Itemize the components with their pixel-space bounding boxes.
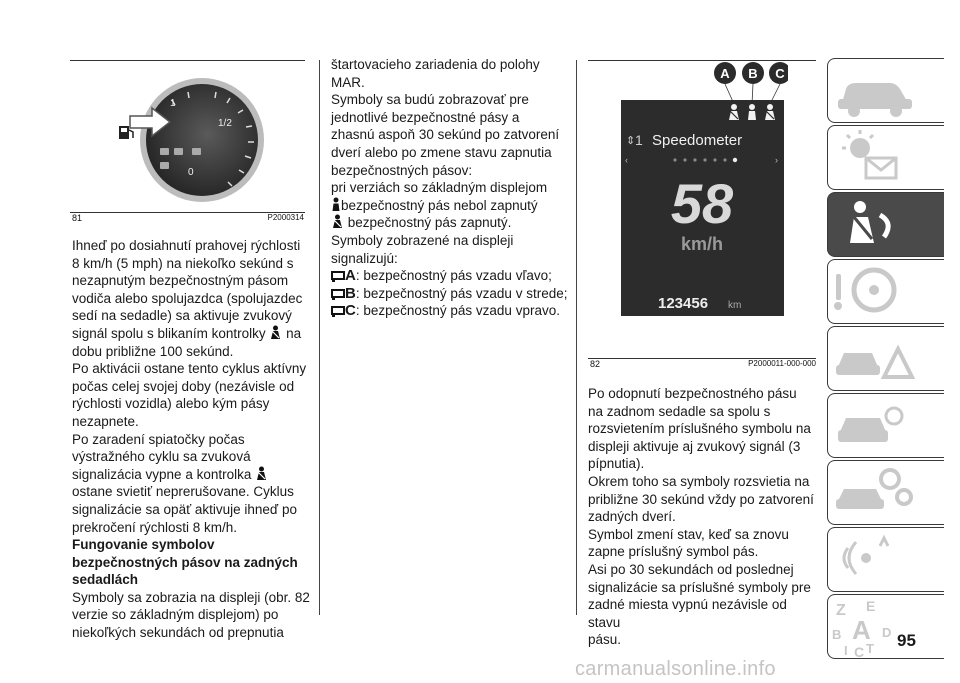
para3-line-with-icon bbox=[72, 466, 312, 484]
para1-line: dobu približne 100 sekúnd. bbox=[72, 343, 234, 359]
col3-line: signalizácie sa príslušné symboly pre bbox=[588, 579, 811, 595]
para1-line: Ihneď po dosiahnutí prahovej rýchlosti bbox=[72, 238, 301, 253]
index-letter: A bbox=[852, 615, 871, 645]
para4-line: niekoľkých sekundách od prepnutia bbox=[72, 625, 284, 641]
col2-line: dverí alebo po zmene stavu zapnutia bbox=[331, 144, 552, 160]
breakdown-icon bbox=[828, 327, 938, 389]
steering-wheel-icon bbox=[828, 260, 938, 322]
col2-line: signalizujú: bbox=[331, 250, 398, 266]
legend-key: B bbox=[345, 284, 356, 302]
display-speed-unit: km/h bbox=[680, 234, 724, 254]
tab-technical-data[interactable] bbox=[827, 460, 944, 525]
display-odometer-unit: km bbox=[728, 300, 742, 311]
section-heading: Fungovanie symbolov bbox=[72, 537, 215, 553]
para3-line: výstražného cyklu sa zvuková bbox=[72, 449, 251, 465]
display-odometer: 123456 bbox=[658, 295, 709, 312]
buckled-item bbox=[331, 214, 569, 232]
para4-line: Symboly sa zobrazia na displeji (obr. 82 bbox=[72, 589, 310, 605]
warning-light-icon bbox=[828, 126, 938, 188]
seatbelt-warning-icon bbox=[255, 466, 268, 481]
col2-line: bezpečnostných pásov: bbox=[331, 162, 473, 178]
col3-line: Po odopnutí bezpečnostného pásu bbox=[588, 386, 797, 401]
unbuckled-item bbox=[331, 197, 569, 215]
gauge-label-one: 1 bbox=[170, 98, 176, 109]
col1-body-text bbox=[72, 237, 312, 642]
section-heading: sedadlách bbox=[72, 572, 139, 588]
figure-81-code: P2000314 bbox=[267, 213, 304, 222]
col1-caption-rule bbox=[70, 212, 305, 213]
col3-line: Okrem toho sa symboly rozsvietia na bbox=[588, 473, 810, 489]
seatbelt-airbag-icon bbox=[828, 193, 938, 255]
col2-line: zhasnú aspoň 30 sekúnd po zatvorení bbox=[331, 127, 560, 143]
tab-safety[interactable] bbox=[827, 192, 944, 257]
col2-line: MAR. bbox=[331, 74, 365, 90]
figure-82-code: P2000011-000-000 bbox=[748, 359, 816, 368]
para1-line: nezapnutým bezpečnostným pásom bbox=[72, 273, 289, 289]
tab-index[interactable] bbox=[827, 594, 944, 659]
para2-line: Po aktivácii ostane tento cyklus aktívny bbox=[72, 361, 307, 377]
para1-line: 8 km/h (5 mph) na niekoľko sekúnd s bbox=[72, 255, 294, 271]
seatbelt-unbuckled-icon bbox=[331, 197, 341, 212]
section-heading: bezpečnostných pásov na zadných bbox=[72, 554, 298, 570]
para1-text: na bbox=[286, 325, 302, 341]
col3-line: približne 30 sekúnd vždy po zatvorení bbox=[588, 491, 814, 507]
col3-line: zapne príslušný symbol pás. bbox=[588, 544, 759, 560]
legend-item-b bbox=[331, 285, 569, 303]
display-arrow-icon: ⇕ bbox=[626, 135, 636, 147]
index-letter: C bbox=[854, 644, 865, 657]
col3-line: pípnutia). bbox=[588, 456, 645, 472]
index-letter: T bbox=[866, 641, 874, 656]
col2-line: štartovacieho zariadenia do polohy bbox=[331, 57, 540, 72]
display-index: 1 bbox=[635, 132, 643, 148]
col3-line: zadných dverí. bbox=[588, 509, 676, 525]
index-letter: B bbox=[832, 627, 842, 642]
para3-line: ostane svietiť neprerušovane. Cyklus bbox=[72, 484, 294, 500]
svg-text:B: B bbox=[748, 66, 758, 81]
index-letter: I bbox=[844, 643, 848, 657]
column-divider bbox=[319, 60, 320, 615]
legend-text: : bezpečnostný pás vzadu v strede; bbox=[355, 285, 568, 301]
tab-emergency[interactable] bbox=[827, 326, 944, 391]
col3-line: rozsvietením príslušného symbolu na bbox=[588, 421, 811, 437]
para1-line-with-icon bbox=[72, 325, 312, 343]
gauge-label-half: 1/2 bbox=[218, 118, 232, 129]
col3-line: Symbol zmení stav, keď sa znovu bbox=[588, 526, 789, 542]
badge-c bbox=[769, 62, 788, 84]
svg-text:C: C bbox=[775, 66, 785, 81]
tab-multimedia[interactable] bbox=[827, 527, 944, 592]
car-service-icon bbox=[828, 394, 938, 456]
display-right-arrow-icon: › bbox=[775, 155, 778, 165]
index-letter: Z bbox=[836, 602, 846, 619]
col2-line: jednotlivé bezpečnostné pásy a bbox=[331, 109, 520, 125]
car-icon bbox=[828, 59, 938, 121]
rear-seat-icon bbox=[331, 288, 345, 300]
col3-body-text bbox=[588, 385, 820, 649]
badge-b bbox=[742, 62, 764, 84]
figure-82-number: 82 bbox=[590, 359, 601, 369]
figure-82-caption bbox=[590, 359, 816, 369]
para1-line: sedí na sedadle) sa aktivuje zvukový bbox=[72, 308, 292, 324]
para2-line: nezapnete. bbox=[72, 413, 139, 429]
index-letters-icon bbox=[828, 595, 938, 657]
tab-maintenance[interactable] bbox=[827, 393, 944, 458]
para3-line: prekročení rýchlosti 8 km/h. bbox=[72, 519, 238, 535]
rear-seat-icon bbox=[331, 270, 345, 282]
para1-line: vodiča alebo spolujazdca (spolujazdec bbox=[72, 290, 303, 306]
legend-item-c bbox=[331, 302, 569, 320]
badge-a bbox=[714, 62, 736, 84]
col2-line: pri verziách so základným displejom bbox=[331, 180, 548, 196]
multimedia-icon bbox=[828, 528, 938, 590]
seatbelt-buckled-icon bbox=[331, 214, 344, 229]
para3-text: signalizácia vypne a kontrolka bbox=[72, 466, 252, 482]
legend-item-a bbox=[331, 267, 569, 285]
gauge-label-zero: 0 bbox=[188, 167, 194, 178]
display-left-arrow-icon: ‹ bbox=[625, 155, 628, 165]
legend-text: : bezpečnostný pás vzadu vľavo; bbox=[355, 268, 552, 284]
rear-seat-icon bbox=[331, 305, 345, 317]
index-letter: D bbox=[882, 625, 892, 640]
para2-line: rýchlosti vozidla) alebo kým pásy bbox=[72, 396, 270, 412]
column-divider bbox=[576, 60, 577, 615]
page-number: 95 bbox=[897, 631, 916, 650]
watermark-text[interactable]: carmanualsonline.info bbox=[575, 658, 776, 680]
rear-seatbelt-display-figure bbox=[618, 60, 788, 318]
legend-key: A bbox=[345, 267, 356, 285]
col3-line: displeji aktivuje aj zvukový signál (3 bbox=[588, 438, 801, 454]
tech-gear-icon bbox=[828, 461, 938, 523]
display-title: Speedometer bbox=[652, 132, 743, 149]
buckled-text: bezpečnostný pás zapnutý. bbox=[347, 215, 512, 231]
para4-line: verzie so základným displejom) po bbox=[72, 607, 279, 623]
unbuckled-text: bezpečnostný pás nebol zapnutý bbox=[341, 197, 538, 213]
svg-text:A: A bbox=[720, 66, 730, 81]
tab-car[interactable] bbox=[827, 58, 944, 123]
legend-key: C bbox=[345, 302, 356, 320]
col2-line: Symboly zobrazené na displeji bbox=[331, 232, 514, 248]
tab-driving[interactable] bbox=[827, 259, 944, 324]
index-letter: E bbox=[866, 598, 876, 614]
col3-line: Asi po 30 sekundách od poslednej bbox=[588, 561, 794, 577]
figure-81-caption bbox=[72, 213, 304, 223]
para2-line: počas celej svojej doby (nezávisle od bbox=[72, 378, 295, 394]
legend-text: : bezpečnostný pás vzadu vpravo. bbox=[355, 303, 560, 319]
para3-line: Po zaradení spiatočky počas bbox=[72, 431, 245, 447]
tab-warning-lights[interactable] bbox=[827, 125, 944, 190]
para1-text: signál spolu s blikaním kontrolky bbox=[72, 325, 266, 341]
col2-body-text bbox=[331, 56, 569, 320]
col1-top-rule bbox=[70, 60, 305, 61]
col2-line: Symboly sa budú zobrazovať pre bbox=[331, 92, 529, 108]
seatbelt-warning-icon bbox=[269, 325, 282, 340]
display-speed: 58 bbox=[670, 172, 734, 235]
para3-line: signalizácie sa opäť aktivuje ihneď po bbox=[72, 501, 297, 517]
col3-line: zadné miesta vypnú nezávisle od stavu bbox=[588, 597, 787, 630]
figure-81-number: 81 bbox=[72, 213, 83, 223]
fuel-gauge-figure bbox=[112, 78, 282, 210]
col3-line: na zadnom sedadle sa spolu s bbox=[588, 403, 771, 419]
col3-line: pásu. bbox=[588, 632, 622, 648]
